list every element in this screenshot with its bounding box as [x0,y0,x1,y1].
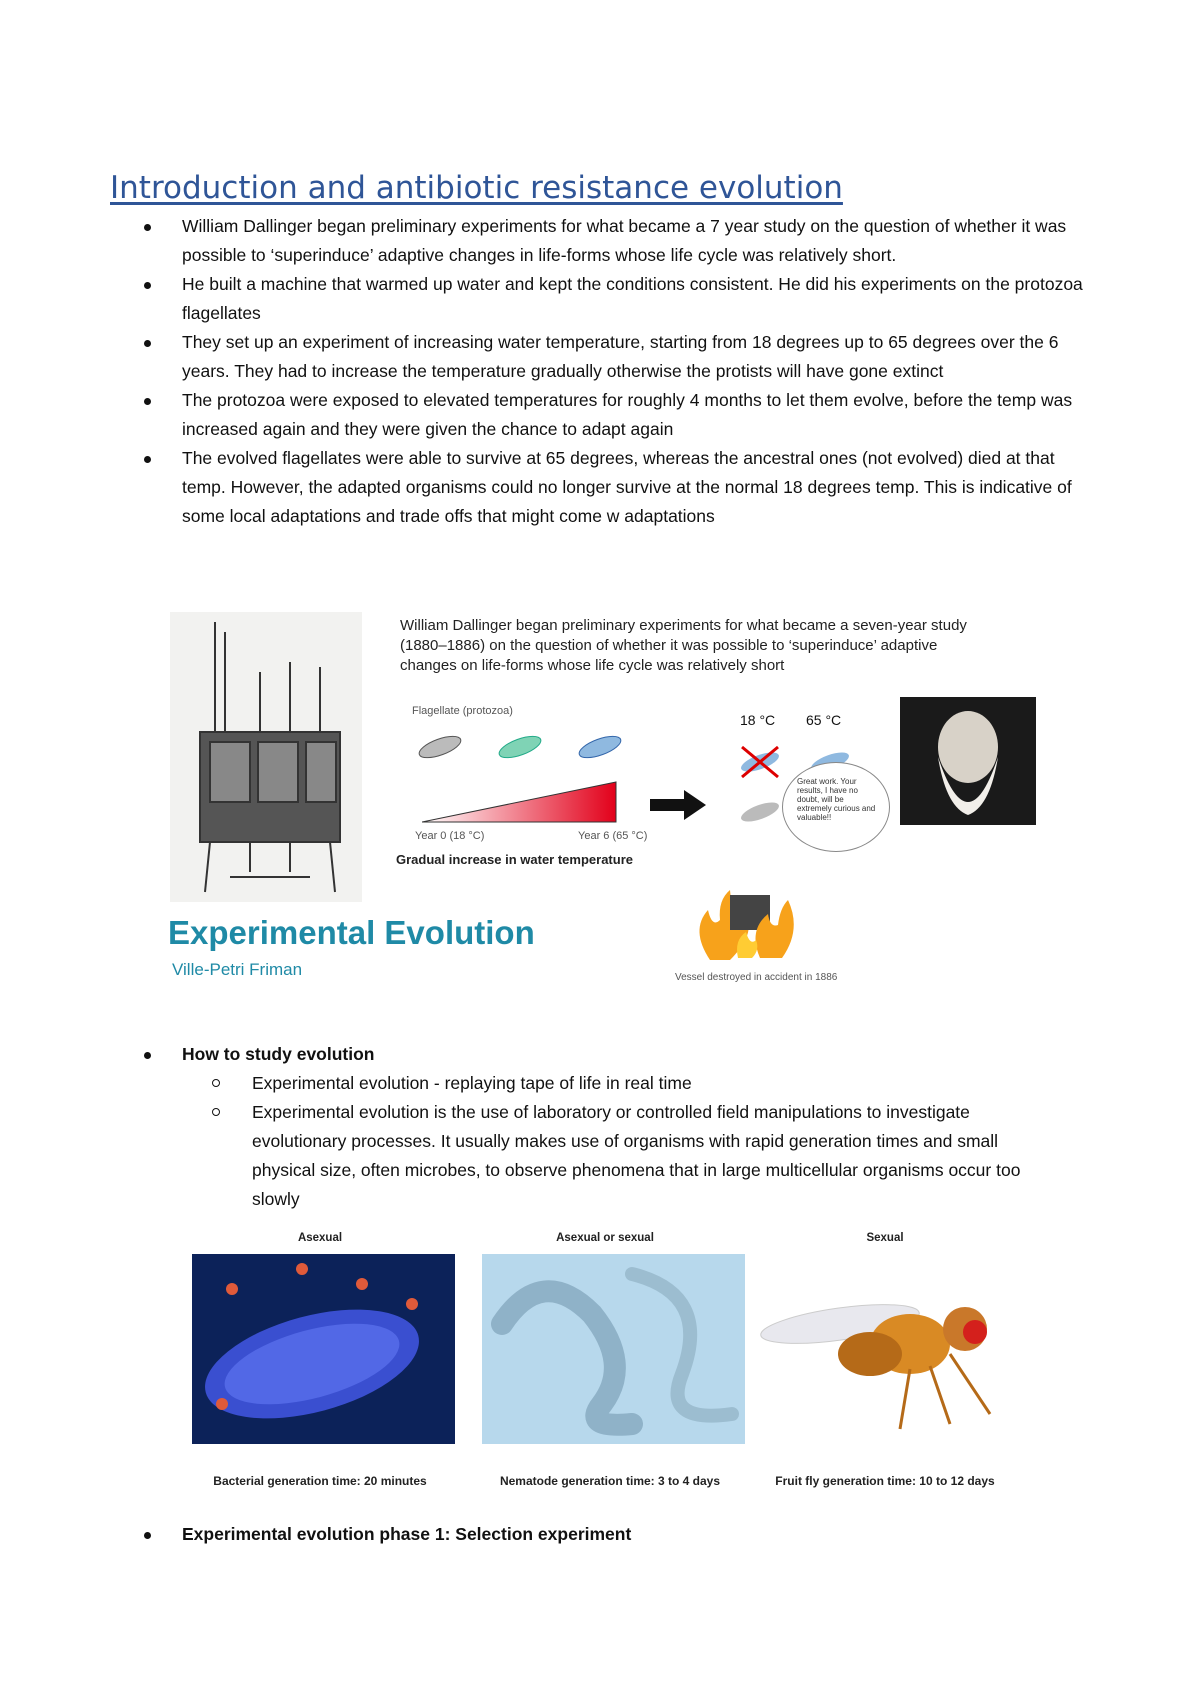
figure-description: William Dallinger began preliminary experiments for what became a seven-year study (1880–1886) on the question of whether it was possible to ‘superinduce’ adaptive changes on life-forms whose life cycle was relatively short [400,617,967,674]
organisms-figure [185,1232,1025,1492]
list-item: The protozoa were exposed to elevated temperatures for roughly 4 months to let them evolve, before the temp was increased again and they were given the chance to adapt again [140,386,1100,444]
nematode-image [482,1254,745,1444]
speech-bubble: Great work. Your results, I have no doubt, will be extremely curious and valuable!! [782,762,890,852]
bullet-icon [144,456,151,463]
organism-label: Asexual [297,1232,343,1244]
year0-label: Year 0 (18 °C) [415,830,485,842]
flagellate-label: Flagellate (protozoa) [412,705,513,717]
temperature-gradient-wedge [422,780,618,824]
organism-caption: Fruit fly generation time: 10 to 12 days [775,1474,995,1488]
list-item: They set up an experiment of increasing water temperature, starting from 18 degrees up to 65 degrees over the 6 years. They had to increase the temperature gradually otherwise the protists will have gone extinct [140,328,1100,386]
list-item: Experimental evolution is the use of laboratory or controlled field manipulations to investigate evolutionary processes. It usually makes use of organisms with rapid generation times and small physical size, often microbes, to observe phenomena that in large multicellular organisms occur too slowly [252,1098,1032,1214]
flagellate-icons [410,727,630,767]
fruit-fly-image [760,1254,1023,1444]
temp-65-label: 65 °C [806,712,842,728]
list-item: The evolved flagellates were able to survive at 65 degrees, whereas the ancestral ones (not evolved) died at that temp. However, the adapted organisms could no longer survive at the normal 18 degrees temp. This is indicative of some local adaptations and trade offs that might come w adaptations [140,444,1100,531]
page-title: Introduction and antibiotic resistance evolution [110,170,843,206]
vessel-caption: Vessel destroyed in accident in 1886 [675,972,838,983]
bacteria-image [192,1254,455,1444]
dallinger-figure [170,612,1090,1022]
organism-label: Sexual [866,1232,904,1244]
temp-18-label: 18 °C [740,712,776,728]
bullet-icon [144,340,151,347]
circle-bullet-icon [212,1079,220,1087]
organism-caption: Nematode generation time: 3 to 4 days [499,1474,721,1488]
darwin-portrait [900,697,1036,825]
bullet-icon [144,1052,151,1059]
bullet-icon [144,224,151,231]
fire-icon [690,870,800,962]
slide-author: Ville-Petri Friman [172,960,303,979]
arrow-right-icon [650,790,706,820]
bullet-icon [144,282,151,289]
gradual-label: Gradual increase in water temperature [396,852,633,867]
organism-label: Asexual or sexual [556,1232,654,1244]
list-item: William Dallinger began preliminary experiments for what became a 7 year study on the question of whether it was possible to ‘superinduce’ adaptive changes in life-forms whose life cycle was relatively short. [140,212,1100,270]
incubator-illustration [170,612,362,902]
circle-bullet-icon [212,1108,220,1116]
bullet-icon [144,398,151,405]
study-section [140,1040,1100,1214]
organism-caption: Bacterial generation time: 20 minutes [213,1474,427,1488]
list-item: Experimental evolution phase 1: Selection experiment [140,1520,631,1549]
slide-title: Experimental Evolution [168,914,535,951]
list-item: Experimental evolution - replaying tape of life in real time [252,1069,1032,1098]
list-item: He built a machine that warmed up water and kept the conditions consistent. He did his experiments on the protozoa flagellates [140,270,1100,328]
intro-bullet-list [140,212,1100,531]
list-item: How to study evolution [140,1040,1100,1069]
year6-label: Year 6 (65 °C) [578,830,648,842]
bullet-icon [144,1532,151,1539]
